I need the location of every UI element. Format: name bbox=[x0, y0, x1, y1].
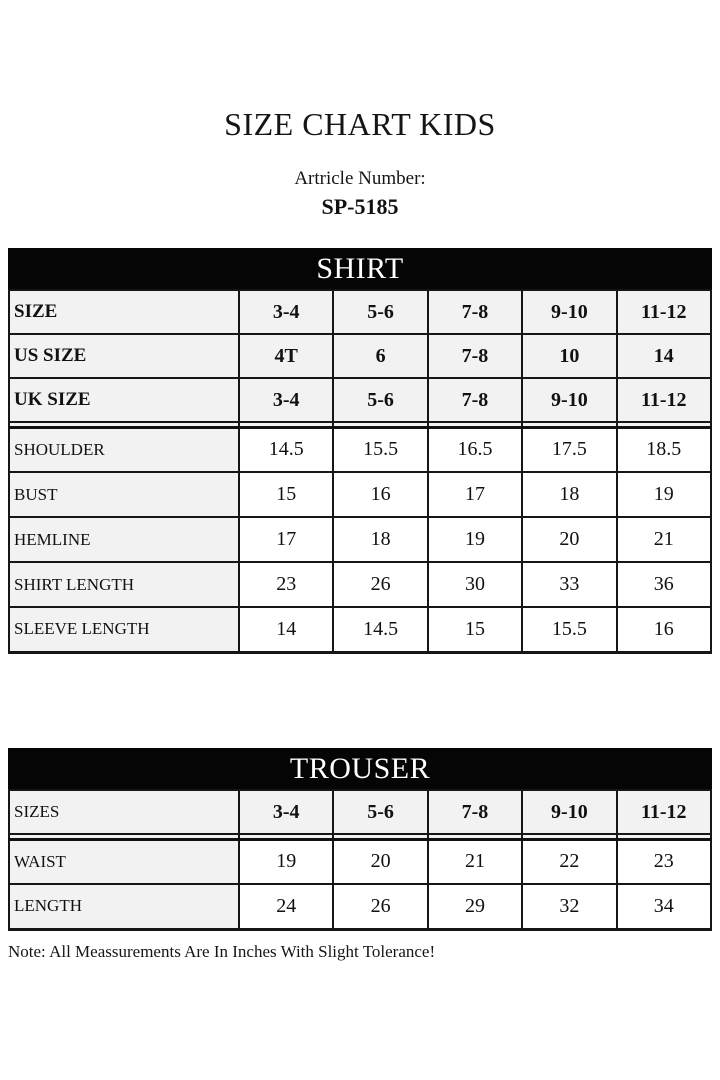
value-cell: 24 bbox=[239, 884, 333, 929]
value-cell: 16 bbox=[333, 472, 427, 517]
value-cell: 10 bbox=[522, 334, 616, 378]
value-cell: 14 bbox=[239, 607, 333, 652]
value-cell: 17 bbox=[428, 472, 522, 517]
page-title: SIZE CHART KIDS bbox=[224, 106, 496, 142]
value-cell: 7-8 bbox=[428, 334, 522, 378]
value-cell: 26 bbox=[333, 884, 427, 929]
value-cell: 19 bbox=[617, 472, 711, 517]
value-cell: 17.5 bbox=[522, 427, 616, 472]
value-cell: 11-12 bbox=[617, 790, 711, 834]
shirt-table-header: SHIRT bbox=[8, 248, 712, 289]
table-row bbox=[9, 334, 711, 378]
row-label: SHOULDER bbox=[9, 427, 239, 472]
value-cell: 7-8 bbox=[428, 378, 522, 422]
value-cell: 20 bbox=[522, 517, 616, 562]
row-label: SHIRT LENGTH bbox=[9, 562, 239, 607]
value-cell: 9-10 bbox=[522, 290, 616, 334]
value-cell: 4T bbox=[239, 334, 333, 378]
table-row bbox=[9, 884, 711, 929]
value-cell: 18 bbox=[333, 517, 427, 562]
row-label: BUST bbox=[9, 472, 239, 517]
table-row bbox=[9, 790, 711, 834]
value-cell: 7-8 bbox=[428, 790, 522, 834]
table-row bbox=[9, 427, 711, 472]
shirt-table-body bbox=[9, 290, 711, 652]
value-cell: 21 bbox=[617, 517, 711, 562]
value-cell: 26 bbox=[333, 562, 427, 607]
shirt-table-section bbox=[8, 248, 712, 654]
row-label: WAIST bbox=[9, 839, 239, 884]
row-label: US SIZE bbox=[9, 334, 239, 378]
value-cell: 29 bbox=[428, 884, 522, 929]
article-number-value: SP-5185 bbox=[321, 194, 399, 219]
row-label: SIZE bbox=[9, 290, 239, 334]
value-cell: 5-6 bbox=[333, 378, 427, 422]
value-cell: 16.5 bbox=[428, 427, 522, 472]
value-cell: 7-8 bbox=[428, 290, 522, 334]
value-cell: 15.5 bbox=[522, 607, 616, 652]
value-cell: 23 bbox=[617, 839, 711, 884]
value-cell: 18 bbox=[522, 472, 616, 517]
value-cell: 11-12 bbox=[617, 378, 711, 422]
value-cell: 30 bbox=[428, 562, 522, 607]
value-cell: 14.5 bbox=[333, 607, 427, 652]
value-cell: 3-4 bbox=[239, 790, 333, 834]
value-cell: 22 bbox=[522, 839, 616, 884]
trouser-table-header: TROUSER bbox=[8, 748, 712, 789]
value-cell: 14.5 bbox=[239, 427, 333, 472]
trouser-table-body bbox=[9, 790, 711, 929]
value-cell: 17 bbox=[239, 517, 333, 562]
value-cell: 36 bbox=[617, 562, 711, 607]
value-cell: 33 bbox=[522, 562, 616, 607]
shirt-table bbox=[8, 289, 712, 654]
value-cell: 11-12 bbox=[617, 290, 711, 334]
trouser-table bbox=[8, 789, 712, 931]
row-label: SLEEVE LENGTH bbox=[9, 607, 239, 652]
value-cell: 14 bbox=[617, 334, 711, 378]
value-cell: 9-10 bbox=[522, 790, 616, 834]
row-label: SIZES bbox=[9, 790, 239, 834]
table-row bbox=[9, 517, 711, 562]
value-cell: 23 bbox=[239, 562, 333, 607]
table-row bbox=[9, 290, 711, 334]
value-cell: 19 bbox=[428, 517, 522, 562]
value-cell: 5-6 bbox=[333, 290, 427, 334]
value-cell: 15.5 bbox=[333, 427, 427, 472]
value-cell: 32 bbox=[522, 884, 616, 929]
table-row bbox=[9, 472, 711, 517]
article-number-label: Artricle Number: bbox=[294, 168, 426, 189]
value-cell: 34 bbox=[617, 884, 711, 929]
value-cell: 15 bbox=[239, 472, 333, 517]
table-row bbox=[9, 607, 711, 652]
value-cell: 21 bbox=[428, 839, 522, 884]
value-cell: 18.5 bbox=[617, 427, 711, 472]
table-row bbox=[9, 378, 711, 422]
row-label: HEMLINE bbox=[9, 517, 239, 562]
value-cell: 9-10 bbox=[522, 378, 616, 422]
table-row bbox=[9, 562, 711, 607]
value-cell: 6 bbox=[333, 334, 427, 378]
value-cell: 5-6 bbox=[333, 790, 427, 834]
row-label: UK SIZE bbox=[9, 378, 239, 422]
value-cell: 16 bbox=[617, 607, 711, 652]
trouser-table-section bbox=[8, 748, 712, 931]
table-row bbox=[9, 839, 711, 884]
value-cell: 19 bbox=[239, 839, 333, 884]
note-text: Note: All Meassurements Are In Inches With Slight Tolerance! bbox=[8, 942, 436, 961]
value-cell: 3-4 bbox=[239, 378, 333, 422]
value-cell: 15 bbox=[428, 607, 522, 652]
value-cell: 20 bbox=[333, 839, 427, 884]
value-cell: 3-4 bbox=[239, 290, 333, 334]
row-label: LENGTH bbox=[9, 884, 239, 929]
